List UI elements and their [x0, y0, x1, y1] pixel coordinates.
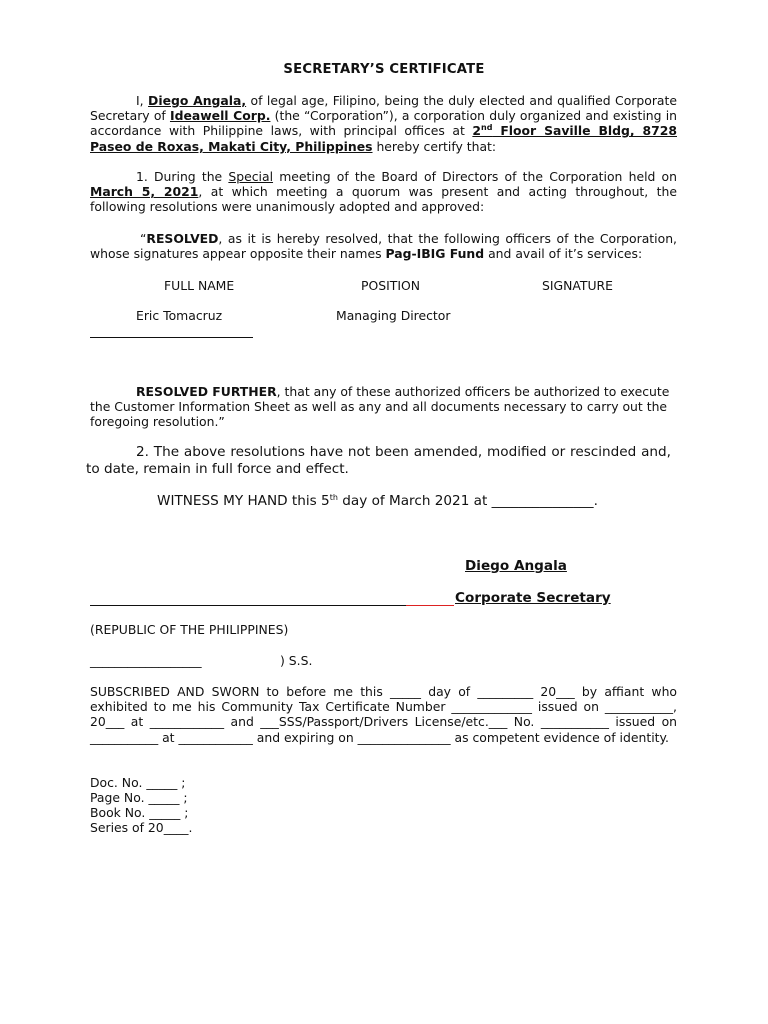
notary-doc-no: Doc. No. _____ ;: [90, 775, 186, 790]
meeting-date: March 5, 2021: [90, 184, 199, 200]
notary-book-no: Book No. _____ ;: [90, 805, 189, 820]
resolved-text-1: , as it is hereby resolved, that the following officers of the Corporation, whose signatures appear opposite their names: [90, 231, 677, 262]
witness-line: WITNESS MY HAND this 5th day of March 2021 at _______________.: [157, 493, 598, 509]
intro-text-3: (the “Corporation”), a corporation duly organized and existing in accordance with Philippine laws, with principal offices at: [90, 108, 677, 139]
officer-position: Managing Director: [336, 308, 451, 323]
notary-series: Series of 20____.: [90, 820, 193, 835]
item-1-text-2: meeting of the Board of Directors of the Corporation held on: [273, 169, 677, 184]
signatory-title: Corporate Secretary: [455, 590, 611, 606]
resolved-text-2: and avail of it’s services:: [484, 246, 643, 262]
item-1-text-3: , at which meeting a quorum was present and acting throughout, the following resolutions were unanimously adopted and approved:: [90, 184, 677, 215]
signatory-signature-line-red: [406, 605, 454, 606]
item-2-paragraph: 2. The above resolutions have not been amended, modified or rescinded and, to date, remain in full force and effect.: [86, 444, 671, 477]
corporation-name: Ideawell Corp.: [169, 108, 271, 124]
secretary-name: Diego Angala,: [148, 93, 247, 108]
meeting-type: Special: [228, 169, 274, 184]
header-position: POSITION: [361, 278, 420, 293]
signatory-name: Diego Angala: [465, 558, 567, 574]
resolved-further-label: RESOLVED FURTHER: [136, 384, 277, 399]
item-1-paragraph: [90, 169, 677, 215]
intro-text-4: hereby certify that:: [372, 138, 497, 154]
intro-text-2: of legal age, Filipino, being the duly elected and qualified Corporate Secretary of: [90, 93, 677, 124]
pagibig-fund: Pag-IBIG Fund: [385, 246, 485, 262]
principal-address: 2nd Floor Saville Bldg, 8728 Paseo de Roxas, Makati City, Philippines: [90, 123, 677, 154]
resolved-further-text: , that any of these authorized officers be authorized to execute the Customer Information Sheet as well as any and all documents necessary to carry out the foregoing resolution.”: [90, 384, 670, 430]
ss-label: ) S.S.: [280, 653, 313, 668]
republic-line: (REPUBLIC OF THE PHILIPPINES): [90, 622, 289, 637]
resolved-paragraph: “RESOLVED, as it is hereby resolved, that the following officers of the Corporation, whose signatures appear opposite their names Pag-IBIG Fund and avail of it’s services:: [90, 231, 677, 262]
document-title: SECRETARY’S CERTIFICATE: [283, 62, 485, 77]
notary-page-no: Page No. _____ ;: [90, 790, 188, 805]
resolved-further-paragraph: [90, 384, 677, 430]
signatory-signature-line: [90, 605, 406, 606]
officer-name: Eric Tomacruz: [136, 308, 223, 323]
ss-blank: __________________: [90, 653, 202, 668]
header-full-name: FULL NAME: [164, 278, 235, 293]
intro-text-1: I,: [136, 93, 149, 108]
intro-paragraph: [90, 93, 677, 154]
jurat-paragraph: SUBSCRIBED AND SWORN to before me this _____ day of _________ 20___ by affiant who exhibited to me his Community Tax Certificate Number _____________ issued on ___________, 20___ at ____________ and ___SSS/Passport/Drivers License/etc.___ No. ___________ issued on ___________ at ____________ and expiring on _______________ as competent evidence of identity.: [90, 684, 677, 745]
item-1-text-1: 1. During the: [136, 169, 229, 184]
resolved-label: RESOLVED: [146, 231, 219, 246]
header-signature: SIGNATURE: [542, 278, 613, 293]
officer-signature-line: [90, 337, 253, 338]
